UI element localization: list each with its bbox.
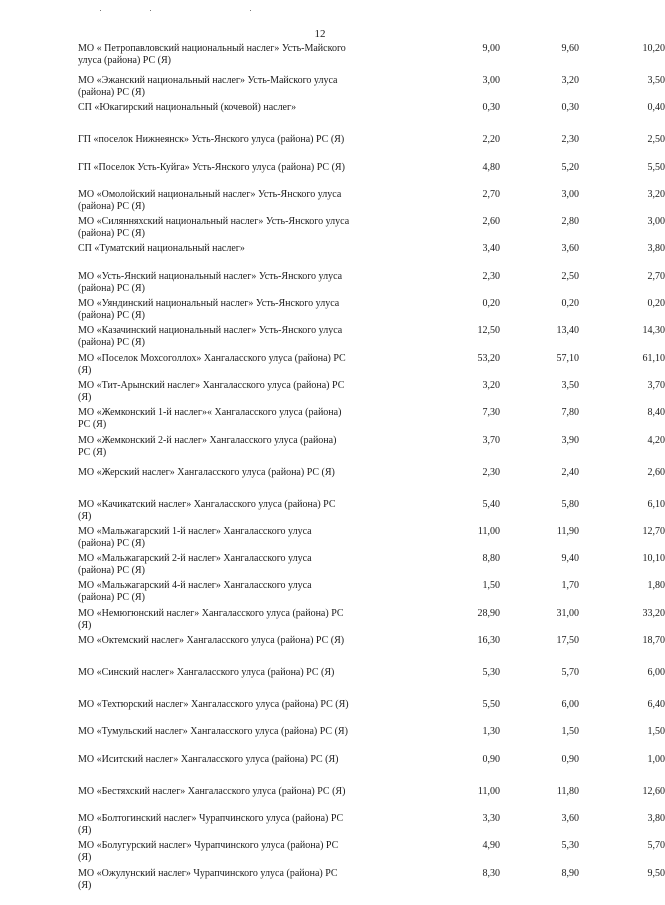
scan-mark xyxy=(100,10,101,11)
row-value-v1: 2,60 xyxy=(482,216,500,228)
row-value-v3: 6,10 xyxy=(647,498,665,510)
row-value-v1: 8,30 xyxy=(482,867,500,879)
row-value-v2: 3,00 xyxy=(561,188,579,200)
row-value-v2: 5,70 xyxy=(561,667,579,679)
row-value-v2: 8,90 xyxy=(561,867,579,879)
row-name: МО «Болугурский наслег» Чурапчинского улуса (района) РС (Я) xyxy=(78,840,339,864)
row-value-v3: 5,50 xyxy=(647,161,665,173)
table-row xyxy=(78,812,665,840)
row-value-v3: 3,20 xyxy=(647,188,665,200)
row-value-v1: 0,90 xyxy=(482,753,500,765)
row-value-v1: 2,30 xyxy=(482,270,500,282)
row-value-v2: 3,60 xyxy=(561,812,579,824)
row-value-v1: 5,50 xyxy=(482,699,500,711)
row-name: МО «Жерский наслег» Хангаласского улуса (района) РС (Я) xyxy=(78,466,335,478)
row-value-v2: 3,90 xyxy=(561,434,579,446)
row-value-v3: 8,40 xyxy=(647,407,665,419)
row-name: МО «Жемконский 1-й наслег»« Хангаласского улуса (района) РС (Я) xyxy=(78,407,342,431)
row-value-v1: 8,80 xyxy=(482,553,500,565)
row-value-v3: 4,20 xyxy=(647,434,665,446)
row-value-v1: 3,20 xyxy=(482,379,500,391)
row-name: МО «Синский наслег» Хангаласского улуса (района) РС (Я) xyxy=(78,667,335,679)
table-row xyxy=(78,379,665,407)
row-value-v2: 2,40 xyxy=(561,466,579,478)
row-value-v1: 3,70 xyxy=(482,434,500,446)
table-row xyxy=(78,325,665,352)
row-value-v2: 31,00 xyxy=(556,607,579,619)
row-value-v1: 0,20 xyxy=(482,298,500,310)
scan-mark xyxy=(250,10,251,11)
row-value-v1: 9,00 xyxy=(482,43,500,54)
row-value-v3: 3,80 xyxy=(647,243,665,255)
row-value-v1: 1,30 xyxy=(482,726,500,738)
row-value-v3: 2,60 xyxy=(647,466,665,478)
table-row xyxy=(78,134,665,161)
row-name: МО «Тит-Арынский наслег» Хангаласского улуса (района) РС (Я) xyxy=(78,379,345,403)
table-row xyxy=(78,75,665,102)
row-value-v2: 0,90 xyxy=(561,753,579,765)
row-value-v1: 53,20 xyxy=(477,352,500,364)
row-value-v2: 17,50 xyxy=(556,635,579,647)
row-name: МО «Мальжагарский 4-й наслег» Хангаласского улуса (района) РС (Я) xyxy=(78,580,312,604)
row-value-v3: 1,00 xyxy=(647,753,665,765)
row-value-v1: 1,50 xyxy=(482,580,500,592)
row-value-v1: 3,00 xyxy=(482,75,500,86)
row-name: МО «Тумульский наслег» Хангаласского улуса (района) РС (Я) xyxy=(78,726,348,738)
table-row xyxy=(78,270,665,298)
row-value-v2: 5,80 xyxy=(561,498,579,510)
table-row xyxy=(78,243,665,270)
table-row xyxy=(78,635,665,667)
row-value-v2: 11,90 xyxy=(556,525,579,537)
table-row xyxy=(78,43,665,75)
row-value-v2: 3,50 xyxy=(561,379,579,391)
row-value-v3: 2,70 xyxy=(647,270,665,282)
row-name: МО «Жемконский 2-й наслег» Хангаласского улуса (района) РС (Я) xyxy=(78,434,337,458)
row-name: МО «Качикатский наслег» Хангаласского улуса (района) РС (Я) xyxy=(78,498,336,522)
row-value-v2: 11,80 xyxy=(556,785,579,797)
table-row xyxy=(78,434,665,467)
row-value-v2: 2,50 xyxy=(561,270,579,282)
table-row xyxy=(78,607,665,635)
row-value-v3: 0,40 xyxy=(647,102,665,114)
row-value-v1: 11,00 xyxy=(477,525,500,537)
row-value-v3: 18,70 xyxy=(642,635,665,647)
row-value-v1: 12,50 xyxy=(477,325,500,337)
row-name: МО «Иситский наслег» Хангаласского улуса (района) РС (Я) xyxy=(78,753,339,765)
row-name: МО «Уяндинский национальный наслег» Усть-Янского улуса (района) РС (Я) xyxy=(78,298,340,322)
row-value-v1: 0,30 xyxy=(482,102,500,114)
row-value-v3: 10,10 xyxy=(642,553,665,565)
row-value-v3: 9,50 xyxy=(647,867,665,879)
row-value-v1: 5,40 xyxy=(482,498,500,510)
table-row xyxy=(78,352,665,380)
table-row xyxy=(78,188,665,216)
row-name: МО «Октемский наслег» Хангаласского улуса (района) РС (Я) xyxy=(78,635,345,647)
table-row xyxy=(78,867,665,895)
data-table xyxy=(78,43,665,895)
row-value-v3: 10,20 xyxy=(642,43,665,54)
row-value-v3: 1,80 xyxy=(647,580,665,592)
row-value-v2: 0,30 xyxy=(561,102,579,114)
row-value-v3: 2,50 xyxy=(647,134,665,146)
row-name: МО «Поселок Мохсоголлох» Хангаласского улуса (района) РС (Я) xyxy=(78,352,346,376)
row-value-v3: 6,00 xyxy=(647,667,665,679)
row-name: МО «Ожулунский наслег» Чурапчинского улуса (района) РС (Я) xyxy=(78,867,338,891)
table-row xyxy=(78,753,665,786)
row-value-v3: 6,40 xyxy=(647,699,665,711)
row-value-v2: 1,50 xyxy=(561,726,579,738)
row-value-v3: 33,20 xyxy=(642,607,665,619)
row-name: МО «Омолойский национальный наслег» Усть-Янского улуса (района) РС (Я) xyxy=(78,188,342,212)
row-value-v1: 4,90 xyxy=(482,840,500,852)
row-value-v1: 2,30 xyxy=(482,466,500,478)
row-value-v3: 12,70 xyxy=(642,525,665,537)
row-name: ГП «Поселок Усть-Куйга» Усть-Янского улуса (района) РС (Я) xyxy=(78,161,345,173)
table-row xyxy=(78,466,665,499)
table-row xyxy=(78,407,665,434)
table-row xyxy=(78,726,665,753)
row-value-v2: 5,20 xyxy=(561,161,579,173)
row-value-v1: 2,70 xyxy=(482,188,500,200)
row-name: СП «Туматский национальный наслег» xyxy=(78,243,245,255)
row-value-v2: 9,40 xyxy=(561,553,579,565)
table-row xyxy=(78,667,665,699)
row-value-v3: 12,60 xyxy=(642,785,665,797)
row-name: МО « Петропавловский национальный наслег» Усть-Майского улуса (района) РС (Я) xyxy=(78,43,346,66)
scan-mark xyxy=(150,10,151,11)
row-name: СП «Юкагирский национальный (кочевой) наслег» xyxy=(78,102,297,114)
row-value-v2: 1,70 xyxy=(561,580,579,592)
row-value-v1: 28,90 xyxy=(477,607,500,619)
row-value-v2: 2,30 xyxy=(561,134,579,146)
row-name: МО «Эжанский национальный наслег» Усть-Майского улуса (района) РС (Я) xyxy=(78,75,338,98)
row-value-v2: 3,60 xyxy=(561,243,579,255)
row-name: МО «Техтюрский наслег» Хангаласского улуса (района) РС (Я) xyxy=(78,699,349,711)
row-value-v3: 3,80 xyxy=(647,812,665,824)
row-value-v3: 5,70 xyxy=(647,840,665,852)
row-value-v2: 57,10 xyxy=(556,352,579,364)
row-value-v2: 5,30 xyxy=(561,840,579,852)
table-row xyxy=(78,525,665,553)
table-row xyxy=(78,699,665,726)
row-value-v2: 9,60 xyxy=(561,43,579,54)
row-value-v2: 3,20 xyxy=(561,75,579,86)
row-value-v2: 0,20 xyxy=(561,298,579,310)
row-name: МО «Немюгюнский наслег» Хангаласского улуса (района) РС (Я) xyxy=(78,607,344,631)
table-row xyxy=(78,580,665,607)
row-name: МО «Болтогинский наслег» Чурапчинского улуса (района) РС (Я) xyxy=(78,812,344,836)
row-value-v1: 4,80 xyxy=(482,161,500,173)
row-name: МО «Бестяхский наслег» Хангаласского улуса (района) РС (Я) xyxy=(78,785,346,797)
row-value-v1: 7,30 xyxy=(482,407,500,419)
table-row xyxy=(78,840,665,867)
table-row xyxy=(78,553,665,580)
row-value-v3: 0,20 xyxy=(647,298,665,310)
row-value-v2: 7,80 xyxy=(561,407,579,419)
row-value-v2: 2,80 xyxy=(561,216,579,228)
row-value-v2: 13,40 xyxy=(556,325,579,337)
row-value-v3: 61,10 xyxy=(642,352,665,364)
row-value-v3: 1,50 xyxy=(647,726,665,738)
row-name: МО «Силянняхский национальный наслег» Усть-Янского улуса (района) РС (Я) xyxy=(78,216,350,240)
row-value-v3: 3,00 xyxy=(647,216,665,228)
row-name: МО «Мальжагарский 1-й наслег» Хангаласского улуса (района) РС (Я) xyxy=(78,525,312,549)
row-value-v1: 16,30 xyxy=(477,635,500,647)
row-name: МО «Мальжагарский 2-й наслег» Хангаласского улуса (района) РС (Я) xyxy=(78,553,312,577)
row-value-v3: 3,50 xyxy=(647,75,665,86)
row-name: МО «Усть-Янский национальный наслег» Усть-Янского улуса (района) РС (Я) xyxy=(78,270,343,294)
row-value-v2: 6,00 xyxy=(561,699,579,711)
row-value-v1: 5,30 xyxy=(482,667,500,679)
table-row xyxy=(78,102,665,134)
row-value-v1: 11,00 xyxy=(477,785,500,797)
row-name: МО «Казачинский национальный наслег» Усть-Янского улуса (района) РС (Я) xyxy=(78,325,343,349)
table-row xyxy=(78,785,665,813)
table-row xyxy=(78,498,665,526)
row-value-v3: 3,70 xyxy=(647,379,665,391)
table-row xyxy=(78,216,665,243)
row-value-v1: 3,30 xyxy=(482,812,500,824)
table-row xyxy=(78,298,665,325)
page-number: 12 xyxy=(314,28,326,40)
row-value-v1: 2,20 xyxy=(482,134,500,146)
row-name: ГП «поселок Нижнеянск» Усть-Янского улуса (района) РС (Я) xyxy=(78,134,345,146)
table-row xyxy=(78,161,665,189)
row-value-v3: 14,30 xyxy=(642,325,665,337)
row-value-v1: 3,40 xyxy=(482,243,500,255)
